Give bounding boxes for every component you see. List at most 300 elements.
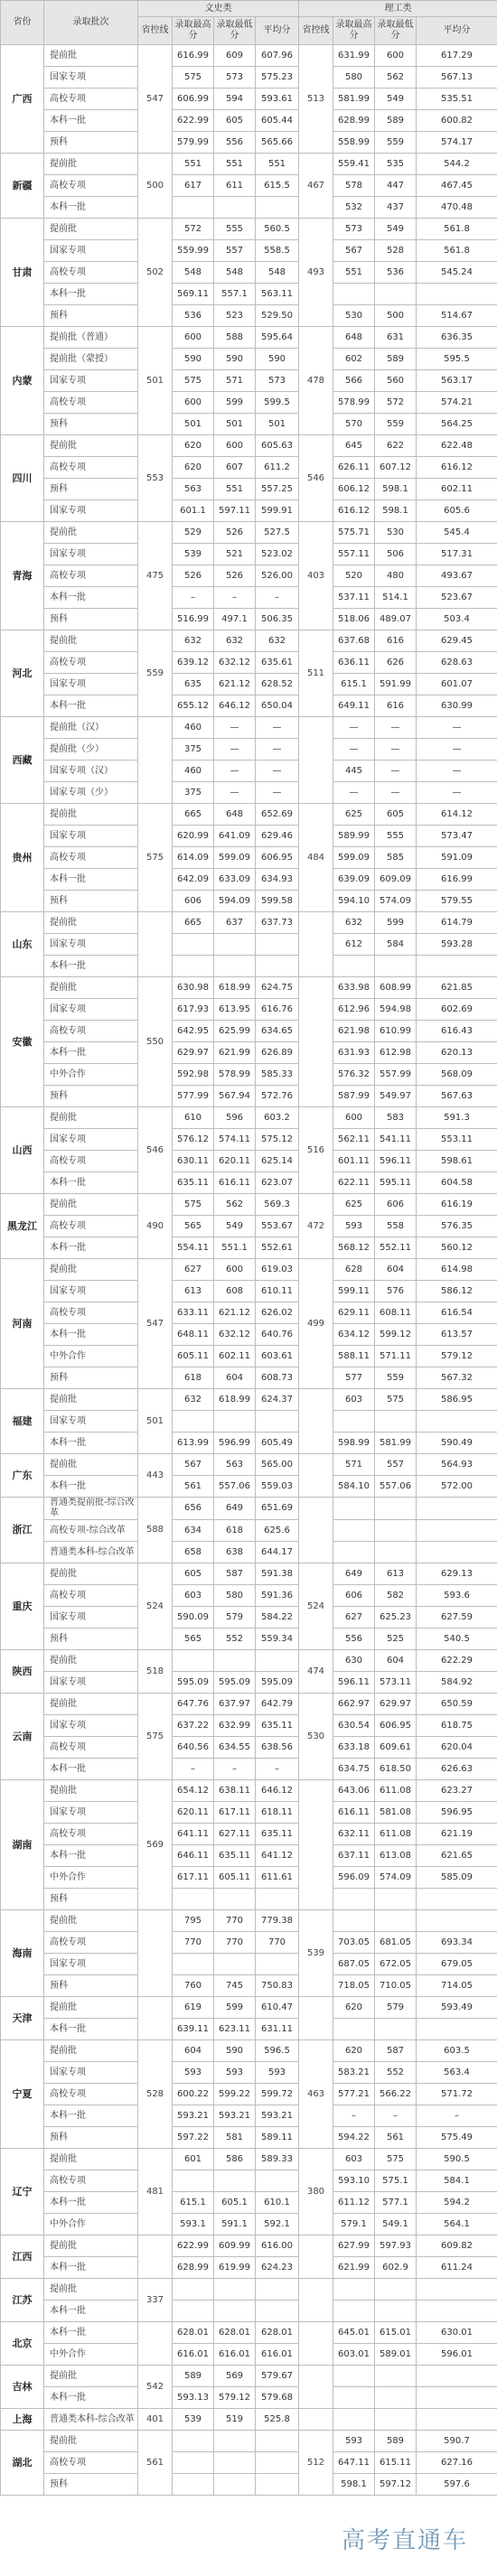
science-min-score — [375, 2019, 417, 2040]
arts-max-score: 620.11 — [173, 1802, 214, 1824]
arts-max-score: 606.99 — [173, 89, 214, 110]
table-row — [1, 370, 497, 392]
science-max-score: 588.11 — [333, 1346, 375, 1367]
arts-min-score: 616.11 — [214, 1172, 256, 1194]
arts-control-line — [138, 1910, 173, 1997]
science-max-score: 632 — [333, 912, 375, 934]
science-min-score: 577.1 — [375, 2192, 417, 2214]
arts-control-line: 575 — [138, 804, 173, 912]
arts-min-score: 648 — [214, 804, 256, 826]
table-row — [1, 1629, 497, 1650]
science-min-score — [375, 1411, 417, 1433]
table-row — [1, 999, 497, 1021]
arts-max-score: 627 — [173, 1259, 214, 1281]
arts-min-score — [214, 2474, 256, 2496]
science-avg-score — [417, 2409, 497, 2431]
arts-min-score: 557.1 — [214, 284, 256, 305]
arts-min-score: 599.09 — [214, 847, 256, 869]
science-max-score: 599.11 — [333, 1281, 375, 1302]
arts-min-score: 600 — [214, 435, 256, 457]
batch-name: 本科一批 — [44, 2322, 138, 2344]
province-name: 湖南 — [1, 1780, 44, 1910]
batch-name: 本科一批 — [44, 284, 138, 305]
science-avg-score: 593.28 — [417, 934, 497, 956]
arts-min-score: 590 — [214, 349, 256, 370]
table-row — [1, 587, 497, 609]
arts-max-score: 605.11 — [173, 1346, 214, 1367]
arts-control-line — [138, 2322, 173, 2366]
arts-min-score: 613.95 — [214, 999, 256, 1021]
table-row — [1, 1454, 497, 1476]
arts-control-line: 502 — [138, 219, 173, 327]
arts-avg-score: 626.89 — [256, 1042, 299, 1064]
science-max-score: 594.22 — [333, 2127, 375, 2149]
science-min-score: 584 — [375, 934, 417, 956]
arts-max-score — [173, 2431, 214, 2452]
arts-min-score: 621.12 — [214, 1302, 256, 1324]
science-avg-score: – — [417, 2105, 497, 2127]
science-avg-score: 573.47 — [417, 826, 497, 847]
arts-max-score — [173, 1889, 214, 1910]
arts-max-score: 640.56 — [173, 1737, 214, 1759]
arts-max-score: 593.1 — [173, 2214, 214, 2235]
science-min-score: 571.11 — [375, 1346, 417, 1367]
science-avg-score: 584.92 — [417, 1672, 497, 1694]
batch-name: 提前批 — [44, 1194, 138, 1216]
arts-avg-score: 650.04 — [256, 695, 299, 717]
science-min-score: 536 — [375, 262, 417, 284]
arts-min-score: 519 — [214, 2409, 256, 2431]
arts-avg-score: 603.61 — [256, 1346, 299, 1367]
arts-min-score: 562 — [214, 1194, 256, 1216]
arts-max-score: 597.22 — [173, 2127, 214, 2149]
table-row — [1, 2084, 497, 2105]
arts-min-score: 597.11 — [214, 500, 256, 522]
arts-avg-score: 563.11 — [256, 284, 299, 305]
province-name: 海南 — [1, 1910, 44, 1997]
arts-avg-score: 557.25 — [256, 479, 299, 500]
province-name: 四川 — [1, 435, 44, 522]
batch-name: 提前批 — [44, 1650, 138, 1672]
science-min-score: 606.95 — [375, 1715, 417, 1737]
arts-avg-score: 565.00 — [256, 1454, 299, 1476]
arts-min-score — [214, 2452, 256, 2474]
arts-max-score: 589 — [173, 2366, 214, 2387]
science-avg-score: 693.34 — [417, 1932, 497, 1954]
table-row — [1, 2062, 497, 2084]
batch-name: 高校专项 — [44, 457, 138, 479]
arts-control-line: 475 — [138, 522, 173, 630]
science-min-score: 535 — [375, 154, 417, 175]
arts-max-score — [173, 1650, 214, 1672]
science-max-score: — — [333, 717, 375, 739]
science-avg-score: 622.29 — [417, 1650, 497, 1672]
arts-min-score: 557.06 — [214, 1476, 256, 1498]
arts-max-score: 604 — [173, 2040, 214, 2062]
table-row — [1, 544, 497, 565]
arts-avg-score — [256, 2452, 299, 2474]
arts-min-score: 605.11 — [214, 1867, 256, 1889]
arts-min-score: 501 — [214, 414, 256, 435]
science-min-score — [375, 1520, 417, 1542]
arts-avg-score — [256, 197, 299, 219]
arts-avg-score: 572.76 — [256, 1086, 299, 1107]
science-max-score — [333, 2387, 375, 2409]
arts-avg-score: 628.52 — [256, 674, 299, 695]
arts-max-score: 642.09 — [173, 869, 214, 891]
table-row — [1, 1650, 497, 1672]
arts-avg-score: 569.3 — [256, 1194, 299, 1216]
header-liberal-arts: 文史类 — [138, 1, 299, 17]
science-max-score: 575.71 — [333, 522, 375, 544]
arts-avg-score: 590 — [256, 349, 299, 370]
batch-name: 国家专项 — [44, 1411, 138, 1433]
table-row — [1, 1151, 497, 1172]
arts-max-score — [173, 934, 214, 956]
arts-min-score: 591.1 — [214, 2214, 256, 2235]
science-max-score: 627 — [333, 1607, 375, 1629]
batch-name: 高校专项 — [44, 1585, 138, 1607]
arts-max-score: 590 — [173, 349, 214, 370]
table-row — [1, 1498, 497, 1520]
science-avg-score: 567.32 — [417, 1367, 497, 1389]
science-min-score: 528 — [375, 240, 417, 262]
arts-min-score: 563 — [214, 1454, 256, 1476]
science-min-score: 611.08 — [375, 1824, 417, 1845]
arts-control-line: 401 — [138, 2409, 173, 2431]
arts-avg-score: — — [256, 739, 299, 761]
science-avg-score: 622.48 — [417, 435, 497, 457]
table-row — [1, 1542, 497, 1563]
batch-name: 本科一批 — [44, 1759, 138, 1780]
arts-avg-score: 770 — [256, 1932, 299, 1954]
science-max-score: 631.93 — [333, 1042, 375, 1064]
arts-avg-score: 644.17 — [256, 1542, 299, 1563]
arts-min-score: 567.94 — [214, 1086, 256, 1107]
science-max-score: 611.12 — [333, 2192, 375, 2214]
arts-min-score: 618.99 — [214, 977, 256, 999]
arts-avg-score: 589.33 — [256, 2149, 299, 2170]
science-min-score — [375, 2387, 417, 2409]
arts-min-score: 595.09 — [214, 1672, 256, 1694]
science-control-line: 484 — [299, 804, 333, 912]
arts-max-score: 614.09 — [173, 847, 214, 869]
arts-max-score: 655.12 — [173, 695, 214, 717]
science-max-score: 632.11 — [333, 1824, 375, 1845]
table-row — [1, 219, 497, 240]
science-avg-score: 572.00 — [417, 1476, 497, 1498]
batch-name: 提前批 — [44, 630, 138, 652]
batch-name: 预科 — [44, 305, 138, 327]
science-max-score: 639.09 — [333, 869, 375, 891]
table-row — [1, 1759, 497, 1780]
batch-name: 提前批 — [44, 1997, 138, 2019]
science-avg-score: 576.35 — [417, 1216, 497, 1237]
arts-avg-score: 575.12 — [256, 1129, 299, 1151]
table-row — [1, 804, 497, 826]
science-control-line: 380 — [299, 2149, 333, 2235]
science-avg-score: 590.5 — [417, 2149, 497, 2170]
science-min-score: 616 — [375, 695, 417, 717]
arts-min-score: 616.01 — [214, 2344, 256, 2366]
table-row — [1, 305, 497, 327]
arts-min-score — [214, 2170, 256, 2192]
science-min-score: 599 — [375, 912, 417, 934]
arts-avg-score: — — [256, 717, 299, 739]
arts-max-score: 605 — [173, 1563, 214, 1585]
arts-control-line — [138, 717, 173, 804]
science-min-score: 573.11 — [375, 1672, 417, 1694]
science-min-score: 562 — [375, 67, 417, 89]
science-max-score: 687.05 — [333, 1954, 375, 1975]
arts-avg-score: 610.47 — [256, 1997, 299, 2019]
science-min-score: 597.12 — [375, 2474, 417, 2496]
science-control-line: 530 — [299, 1694, 333, 1780]
science-min-score: 607.12 — [375, 457, 417, 479]
science-min-score: 557.06 — [375, 1476, 417, 1498]
science-min-score: 613.08 — [375, 1845, 417, 1867]
arts-min-score: 594.09 — [214, 891, 256, 912]
arts-avg-score: 548 — [256, 262, 299, 284]
table-row — [1, 2019, 497, 2040]
arts-avg-score: 616.76 — [256, 999, 299, 1021]
science-max-score: 634.12 — [333, 1324, 375, 1346]
arts-min-score: 580 — [214, 1585, 256, 1607]
arts-control-line: 547 — [138, 1259, 173, 1389]
science-max-score: 596.11 — [333, 1672, 375, 1694]
batch-name: 高校专项 — [44, 565, 138, 587]
science-min-score: 591.99 — [375, 674, 417, 695]
arts-min-score: 574.11 — [214, 1129, 256, 1151]
province-name: 重庆 — [1, 1563, 44, 1650]
batch-name: 中外合作 — [44, 1867, 138, 1889]
batch-name: 高校专项 — [44, 1302, 138, 1324]
science-max-score: 571 — [333, 1454, 375, 1476]
science-max-score: 628 — [333, 1259, 375, 1281]
arts-min-score: 635.11 — [214, 1845, 256, 1867]
science-avg-score — [417, 1889, 497, 1910]
science-min-score: 598.1 — [375, 500, 417, 522]
batch-name: 提前批 — [44, 1780, 138, 1802]
science-avg-score: 620.04 — [417, 1737, 497, 1759]
header-batch: 录取批次 — [44, 1, 138, 45]
arts-avg-score: 591.38 — [256, 1563, 299, 1585]
science-avg-score: 679.05 — [417, 1954, 497, 1975]
arts-max-score: 501 — [173, 414, 214, 435]
arts-max-score: 516.99 — [173, 609, 214, 630]
science-min-score: 611.08 — [375, 1780, 417, 1802]
arts-min-score: 619.99 — [214, 2257, 256, 2279]
arts-control-line: 553 — [138, 435, 173, 522]
science-min-score: 447 — [375, 175, 417, 197]
arts-avg-score: 646.12 — [256, 1780, 299, 1802]
science-avg-score — [417, 2279, 497, 2301]
batch-name: 预科 — [44, 2474, 138, 2496]
batch-name: 国家专项 — [44, 1607, 138, 1629]
science-min-score: 530 — [375, 522, 417, 544]
table-row — [1, 1042, 497, 1064]
batch-name: 本科一批 — [44, 2301, 138, 2322]
science-avg-score: 616.12 — [417, 457, 497, 479]
arts-control-line: 588 — [138, 1498, 173, 1563]
arts-control-line: 547 — [138, 45, 173, 154]
arts-max-score: 617 — [173, 175, 214, 197]
science-avg-score: 620.13 — [417, 1042, 497, 1064]
science-min-score: 599.12 — [375, 1324, 417, 1346]
batch-name: 提前批（普通） — [44, 327, 138, 349]
table-row — [1, 1802, 497, 1824]
science-min-score: 579 — [375, 1997, 417, 2019]
arts-min-score — [214, 2431, 256, 2452]
arts-control-line: 559 — [138, 630, 173, 717]
arts-min-score — [214, 1954, 256, 1975]
table-row — [1, 1411, 497, 1433]
science-max-score: 625 — [333, 1194, 375, 1216]
arts-avg-score: 573 — [256, 370, 299, 392]
province-name: 辽宁 — [1, 2149, 44, 2235]
table-row — [1, 2127, 497, 2149]
arts-avg-score: 611.2 — [256, 457, 299, 479]
science-control-line — [299, 2366, 333, 2409]
province-name: 山西 — [1, 1107, 44, 1194]
table-row — [1, 674, 497, 695]
arts-avg-score: — — [256, 761, 299, 782]
batch-name: 高校专项 — [44, 652, 138, 674]
science-max-score: — — [333, 739, 375, 761]
science-min-score — [375, 2366, 417, 2387]
arts-max-score: 617.11 — [173, 1867, 214, 1889]
batch-name: 国家专项 — [44, 1281, 138, 1302]
arts-avg-score: 553.67 — [256, 1216, 299, 1237]
arts-max-score: 665 — [173, 804, 214, 826]
science-max-score: 637.11 — [333, 1845, 375, 1867]
science-control-line: 512 — [299, 2431, 333, 2496]
arts-max-score: 760 — [173, 1975, 214, 1997]
batch-name: 提前批 — [44, 154, 138, 175]
science-max-score: — — [333, 782, 375, 804]
science-avg-score: 575.49 — [417, 2127, 497, 2149]
table-row — [1, 2387, 497, 2409]
arts-min-score: 556 — [214, 132, 256, 154]
arts-max-score: 539 — [173, 544, 214, 565]
science-max-score: 593 — [333, 2431, 375, 2452]
science-max-score: 703.05 — [333, 1932, 375, 1954]
table-row — [1, 2040, 497, 2062]
arts-min-score: 623.11 — [214, 2019, 256, 2040]
science-control-line — [299, 717, 333, 804]
science-max-score: 616.11 — [333, 1802, 375, 1824]
province-name: 青海 — [1, 522, 44, 630]
science-min-score — [375, 1498, 417, 1520]
science-min-score: 575.1 — [375, 2170, 417, 2192]
science-control-line: 499 — [299, 1259, 333, 1389]
arts-min-score: 594 — [214, 89, 256, 110]
science-max-score: 645.01 — [333, 2322, 375, 2344]
batch-name: 提前批 — [44, 2235, 138, 2257]
table-row — [1, 1237, 497, 1259]
arts-avg-score: 623.07 — [256, 1172, 299, 1194]
batch-name: 预科 — [44, 2127, 138, 2149]
arts-max-score: 601 — [173, 2149, 214, 2170]
province-name: 上海 — [1, 2409, 44, 2431]
arts-max-score: 635.11 — [173, 1172, 214, 1194]
arts-avg-score: – — [256, 1759, 299, 1780]
arts-max-score: 576.12 — [173, 1129, 214, 1151]
science-max-score: 518.06 — [333, 609, 375, 630]
science-max-score: 628.99 — [333, 110, 375, 132]
science-min-score: 552 — [375, 2062, 417, 2084]
science-avg-score: 604.58 — [417, 1172, 497, 1194]
arts-max-score: 646.11 — [173, 1845, 214, 1867]
arts-control-line: 542 — [138, 2366, 173, 2409]
science-min-score: 480 — [375, 565, 417, 587]
batch-name: 预科 — [44, 609, 138, 630]
batch-name: 国家专项 — [44, 370, 138, 392]
arts-avg-score: 565.66 — [256, 132, 299, 154]
arts-min-score — [214, 1411, 256, 1433]
arts-max-score: 628.01 — [173, 2322, 214, 2344]
arts-max-score: 619 — [173, 1997, 214, 2019]
science-min-score: 574.09 — [375, 1867, 417, 1889]
batch-name: 高校专项 — [44, 1216, 138, 1237]
science-min-score: 552.11 — [375, 1237, 417, 1259]
arts-max-score: 633.11 — [173, 1302, 214, 1324]
header-arts-min: 录取最低分 — [214, 17, 256, 45]
arts-max-score: 561 — [173, 1476, 214, 1498]
arts-avg-score: 616.01 — [256, 2344, 299, 2366]
batch-name: 高校专项 — [44, 1932, 138, 1954]
science-max-score: 570 — [333, 414, 375, 435]
science-min-score: 626 — [375, 652, 417, 674]
province-name: 河北 — [1, 630, 44, 717]
arts-min-score: 632.12 — [214, 652, 256, 674]
science-avg-score: 467.45 — [417, 175, 497, 197]
arts-avg-score: 599.91 — [256, 500, 299, 522]
arts-avg-score: 624.75 — [256, 977, 299, 999]
table-row — [1, 1672, 497, 1694]
arts-min-score: — — [214, 739, 256, 761]
arts-min-score: 557 — [214, 240, 256, 262]
science-max-score — [333, 1542, 375, 1563]
science-min-score: 500 — [375, 305, 417, 327]
science-avg-score: 584.1 — [417, 2170, 497, 2192]
science-avg-score: 535.51 — [417, 89, 497, 110]
science-min-score: 549 — [375, 219, 417, 240]
arts-max-score: 637.22 — [173, 1715, 214, 1737]
science-max-score — [333, 1411, 375, 1433]
science-control-line — [299, 1997, 333, 2040]
arts-max-score: 635 — [173, 674, 214, 695]
table-row — [1, 1975, 497, 1997]
arts-avg-score: 523.02 — [256, 544, 299, 565]
arts-min-score: 611 — [214, 175, 256, 197]
province-name: 黑龙江 — [1, 1194, 44, 1259]
province-name: 江西 — [1, 2235, 44, 2279]
arts-min-score: 618 — [214, 1520, 256, 1542]
table-row — [1, 2214, 497, 2235]
arts-max-score: 600.22 — [173, 2084, 214, 2105]
science-max-score: 626.11 — [333, 457, 375, 479]
arts-max-score: 603 — [173, 1585, 214, 1607]
science-avg-score: 574.17 — [417, 132, 497, 154]
table-row — [1, 1194, 497, 1216]
arts-avg-score: 611.61 — [256, 1867, 299, 1889]
science-max-score: 649.11 — [333, 695, 375, 717]
arts-avg-score: 605.44 — [256, 110, 299, 132]
science-avg-score: 517.31 — [417, 544, 497, 565]
science-avg-score: 594.2 — [417, 2192, 497, 2214]
science-max-score: 612 — [333, 934, 375, 956]
